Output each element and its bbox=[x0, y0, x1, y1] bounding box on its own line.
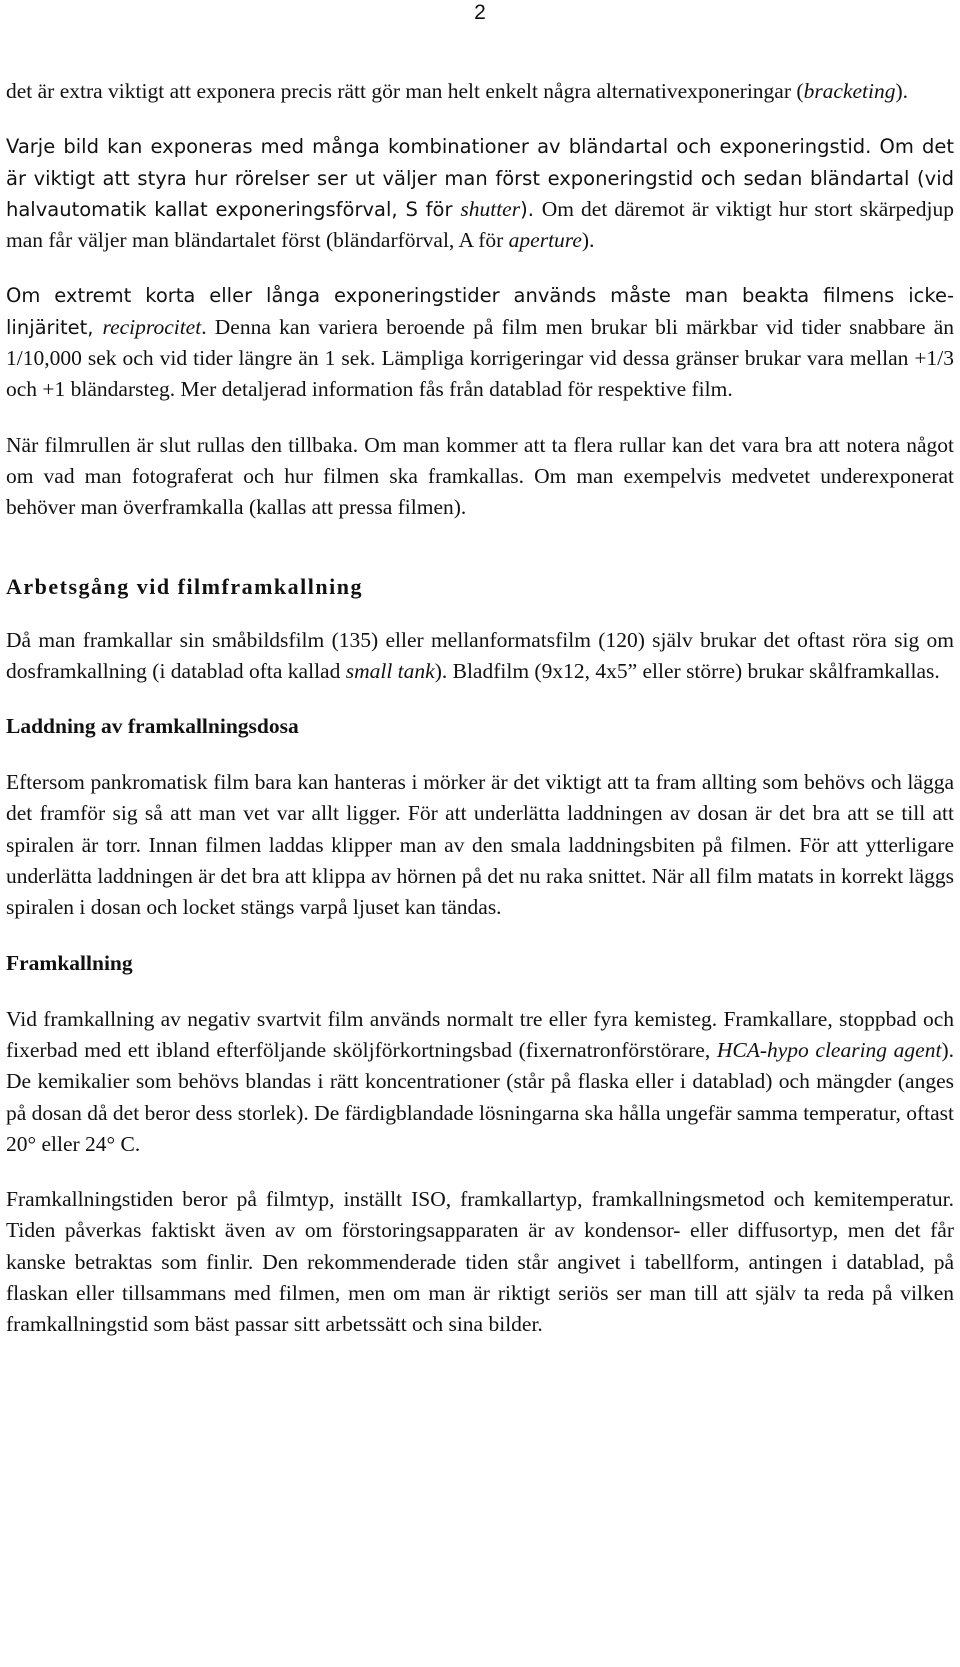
paragraph bbox=[6, 131, 954, 256]
text-run: ). bbox=[520, 197, 542, 221]
emphasis-text: reciprocitet bbox=[102, 314, 202, 339]
section-heading bbox=[6, 572, 954, 603]
page-number: 2 bbox=[474, 1, 486, 24]
text-run: Laddning av framkallningsdosa bbox=[6, 714, 299, 739]
paragraph bbox=[6, 767, 954, 923]
emphasis-text: HCA-hypo clearing agent bbox=[716, 1037, 942, 1062]
paragraph bbox=[6, 1184, 954, 1340]
subsection-heading bbox=[6, 711, 954, 741]
paragraph bbox=[6, 625, 954, 688]
emphasis-text: bracketing bbox=[803, 79, 896, 103]
emphasis-text: shutter bbox=[460, 196, 521, 221]
text-run: det är extra viktigt att exponera precis rätt gör man helt enkelt några alternativexponeringar ( bbox=[6, 79, 804, 103]
text-run: Framkallning bbox=[6, 950, 133, 975]
text-run: Då man framkallar sin småbildsfilm (135) eller mellanformatsfilm (120) själv brukar det oftast röra sig om dosframkallning (i datablad ofta kallad bbox=[6, 627, 954, 683]
text-run: Om extremt korta eller långa exponeringstider används måste man beakta filmens icke-linjäritet, bbox=[6, 284, 954, 339]
text-run: Framkallningstiden beror på filmtyp, inställt ISO, framkallartyp, framkallningsmetod och kemitemperatur. Tiden påverkas faktiskt även av om förstoringsapparaten är av kondensor- eller diffusortyp, men det får kanske betraktas som finlir. Den rekommenderade tiden står angivet i tabellform, antingen i datablad, på flaskan eller tillsammans med filmen, men om man är riktigt seriös ser man till att själv ta reda på vilken framkallningstid som bäst passar sitt arbetssätt och sina bilder. bbox=[6, 1187, 954, 1337]
subsection-heading bbox=[6, 948, 954, 978]
text-run: Arbetsgång vid filmframkallning bbox=[6, 573, 363, 599]
text-run: . Denna kan variera beroende på film men brukar bli märkbar vid tider snabbare än 1/10,000 sek och vid tider längre än 1 sek. Lämpliga korrigeringar vid dessa gränser brukar vara mellan +1/3 och +1 bländarsteg. Mer detaljerad information fås från datablad för respektive film. bbox=[6, 314, 954, 402]
paragraph bbox=[6, 430, 954, 524]
text-run: Eftersom pankromatisk film bara kan hanteras i mörker är det viktigt att ta fram allting som behövs och lägga det framför sig så att man vet var allt ligger. För att underlätta laddningen av dosan är det bra att se till att spiralen är torr. Innan filmen laddas klipper man av den smala laddningsbiten på filmen. För att ytterligare underlätta laddningen är det bra att klippa av hörnen på det nu raka snittet. När all film matats in korrekt läggs spiralen i dosan och locket stängs varpå ljuset kan tändas. bbox=[6, 770, 954, 920]
text-run: Om det däremot är viktigt hur stort skärpedjup man får väljer man bländartalet först (bländarförval, A för bbox=[6, 196, 954, 253]
emphasis-text: aperture bbox=[508, 228, 582, 253]
text-run: ). bbox=[895, 79, 909, 103]
text-run: ). Bladfilm (9x12, 4x5” eller större) brukar skålframkallas. bbox=[434, 658, 940, 683]
text-run: ). De kemikalier som behövs blandas i rätt koncentrationer (står på flaska eller i datablad) och mängder (anges på dosan då det beror dess storlek). De färdigblandade lösningarna ska hålla ungefär samma temperatur, oftast 20° eller 24° C. bbox=[6, 1037, 954, 1156]
text-run: Varje bild kan exponeras med många kombinationer av bländartal och exponeringstid. Om det är viktigt att styra hur rörelser ser ut väljer man först exponeringstid och sedan bländartal (vid halvautomatik kallat exponeringsförval, S för bbox=[6, 135, 954, 221]
paragraph bbox=[6, 76, 954, 107]
text-run: ). bbox=[581, 228, 595, 253]
emphasis-text: small tank bbox=[345, 658, 435, 683]
text-run: När filmrullen är slut rullas den tillbaka. Om man kommer att ta flera rullar kan det vara bra att notera något om vad man fotograferat och hur filmen ska framkallas. Om man exempelvis medvetet underexponerat behöver man överframkalla (kallas att pressa filmen). bbox=[6, 432, 954, 520]
text-run: Vid framkallning av negativ svartvit film används normalt tre eller fyra kemisteg. Framkallare, stoppbad och fixerbad med ett ibland efterföljande sköljförkortningsbad (fixernatronförstörare, bbox=[6, 1006, 954, 1062]
paragraph bbox=[6, 280, 954, 405]
paragraph bbox=[6, 1004, 954, 1160]
document-body bbox=[6, 76, 954, 1365]
